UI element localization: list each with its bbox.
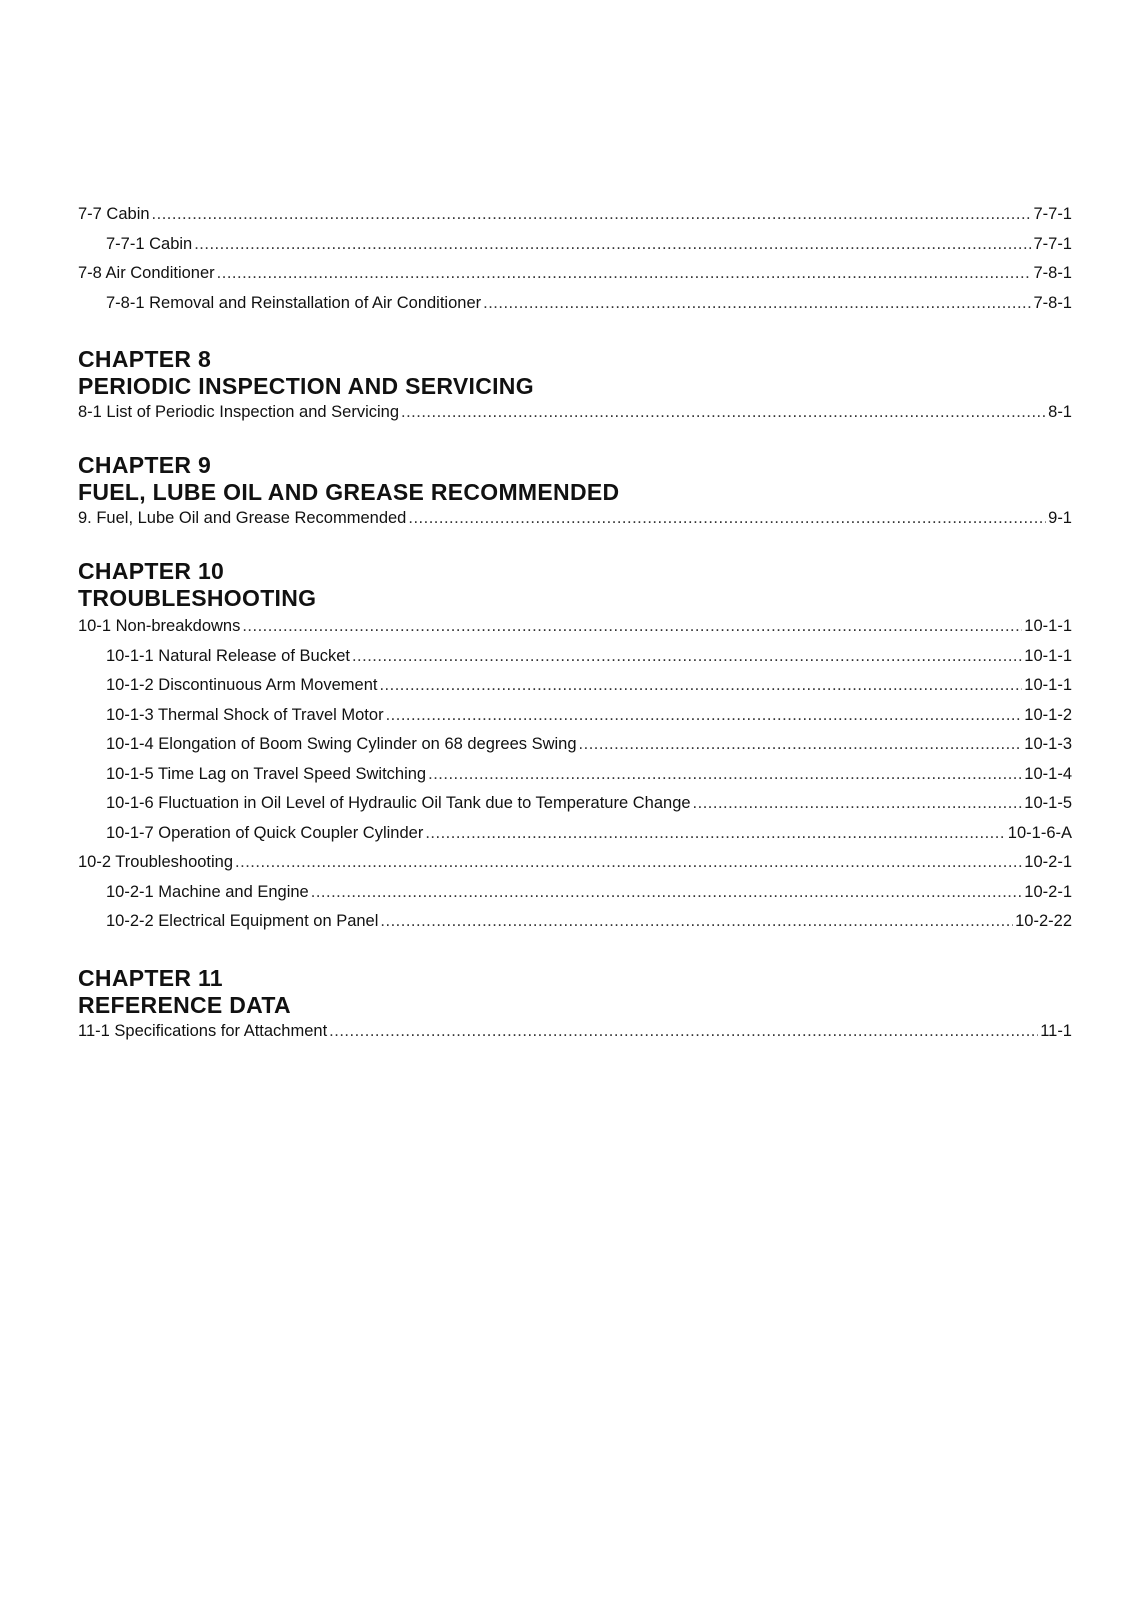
chapter-title: PERIODIC INSPECTION AND SERVICING	[78, 373, 534, 399]
toc-entry-label: 10-1-1 Natural Release of Bucket	[106, 646, 350, 665]
toc-entry-label: 9. Fuel, Lube Oil and Grease Recommended	[78, 509, 407, 527]
table-of-contents	[78, 200, 1072, 1043]
dot-leader	[379, 671, 1022, 701]
toc-entry-page-number: 10-2-22	[1015, 912, 1072, 930]
chapter-title: REFERENCE DATA	[78, 991, 291, 1018]
toc-entry-page-number: 10-1-6-A	[1007, 823, 1072, 842]
toc-entry-label: 10-2 Troubleshooting	[78, 853, 234, 871]
toc-entry[interactable]	[78, 642, 1072, 672]
toc-entry[interactable]	[78, 230, 1072, 260]
dot-leader	[408, 506, 1046, 530]
chapter-number: CHAPTER 8	[78, 346, 212, 372]
toc-entry[interactable]	[78, 259, 1072, 289]
toc-entry-label: 10-1 Non-breakdowns	[78, 617, 241, 635]
toc-entry-label: 11-1 Specifications for Attachment	[78, 1021, 328, 1040]
toc-entry[interactable]	[78, 878, 1072, 908]
toc-entry[interactable]	[78, 730, 1072, 760]
dot-leader	[242, 612, 1022, 642]
dot-leader	[311, 878, 1023, 908]
toc-entry-label: 7-7 Cabin	[78, 205, 150, 223]
toc-entry-page-number: 10-2-1	[1024, 853, 1072, 871]
toc-entry[interactable]	[78, 506, 1072, 530]
dot-leader	[483, 289, 1031, 319]
toc-entry-page-number: 10-1-5	[1024, 794, 1072, 812]
toc-entry-label: 10-2-1 Machine and Engine	[106, 882, 309, 901]
dot-leader	[194, 230, 1031, 260]
chapter-title: FUEL, LUBE OIL AND GREASE RECOMMENDED	[78, 479, 620, 505]
toc-entry[interactable]	[78, 1019, 1072, 1043]
chapter-number: CHAPTER 9	[78, 452, 212, 478]
toc-entry-label: 10-1-6 Fluctuation in Oil Level of Hydraulic Oil Tank due to Temperature Change	[106, 794, 691, 812]
dot-leader	[386, 701, 1023, 731]
toc-entry[interactable]	[78, 701, 1072, 731]
dot-leader	[380, 907, 1013, 937]
dot-leader	[217, 259, 1032, 289]
toc-entry[interactable]	[78, 760, 1072, 790]
dot-leader	[352, 642, 1022, 672]
toc-entry-page-number: 10-1-1	[1024, 676, 1072, 694]
toc-entry-label: 7-8-1 Removal and Reinstallation of Air Conditioner	[106, 293, 482, 312]
toc-entry-page-number: 10-1-2	[1024, 705, 1072, 724]
toc-entry-page-number: 9-1	[1048, 509, 1072, 527]
dot-leader	[235, 848, 1022, 878]
chapter-section	[78, 965, 1072, 1043]
chapter-number: CHAPTER 10	[78, 558, 225, 584]
toc-entry-page-number: 7-7-1	[1033, 234, 1072, 253]
toc-entry-page-number: 7-8-1	[1033, 293, 1072, 312]
toc-entry-label: 10-1-2 Discontinuous Arm Movement	[106, 676, 378, 694]
toc-entry-page-number: 7-8-1	[1033, 264, 1072, 282]
toc-entry[interactable]	[78, 200, 1072, 230]
toc-entry[interactable]	[78, 819, 1072, 849]
toc-entry[interactable]	[78, 848, 1072, 878]
toc-entry-label: 10-1-7 Operation of Quick Coupler Cylinder	[106, 823, 424, 842]
dot-leader	[425, 819, 1005, 849]
toc-entry[interactable]	[78, 289, 1072, 319]
dot-leader	[329, 1019, 1038, 1043]
dot-leader	[152, 200, 1032, 230]
toc-entry-page-number: 8-1	[1048, 403, 1072, 421]
chapter-number: CHAPTER 11	[78, 964, 223, 991]
toc-entry-page-number: 10-1-1	[1024, 617, 1072, 635]
dot-leader	[693, 789, 1023, 819]
toc-entry-page-number: 7-7-1	[1033, 205, 1072, 223]
toc-entry-label: 10-2-2 Electrical Equipment on Panel	[106, 912, 379, 930]
toc-entry-page-number: 10-1-3	[1024, 735, 1072, 753]
toc-entry[interactable]	[78, 789, 1072, 819]
toc-entry[interactable]	[78, 612, 1072, 642]
toc-entry-label: 10-1-3 Thermal Shock of Travel Motor	[106, 705, 384, 724]
chapter-section	[78, 346, 1072, 424]
toc-entry[interactable]	[78, 400, 1072, 424]
chapter-section	[78, 558, 1072, 937]
dot-leader	[579, 730, 1023, 760]
toc-entry-page-number: 10-1-1	[1024, 646, 1072, 665]
toc-entry-label: 8-1 List of Periodic Inspection and Servicing	[78, 403, 400, 421]
toc-entry-page-number: 10-1-4	[1024, 764, 1072, 783]
dot-leader	[401, 400, 1046, 424]
toc-entry-page-number: 10-2-1	[1024, 882, 1072, 901]
toc-entry[interactable]	[78, 907, 1072, 937]
toc-entry[interactable]	[78, 671, 1072, 701]
toc-entry-label: 10-1-4 Elongation of Boom Swing Cylinder on 68 degrees Swing	[106, 735, 577, 753]
dot-leader	[428, 760, 1022, 790]
toc-entry-label: 10-1-5 Time Lag on Travel Speed Switching	[106, 764, 427, 783]
toc-entry-label: 7-7-1 Cabin	[106, 234, 193, 253]
toc-entry-page-number: 11-1	[1040, 1021, 1072, 1040]
chapter-title: TROUBLESHOOTING	[78, 585, 317, 611]
toc-entry-label: 7-8 Air Conditioner	[78, 264, 215, 282]
chapter-7-continued-entries	[78, 200, 1072, 318]
chapter-section	[78, 452, 1072, 530]
